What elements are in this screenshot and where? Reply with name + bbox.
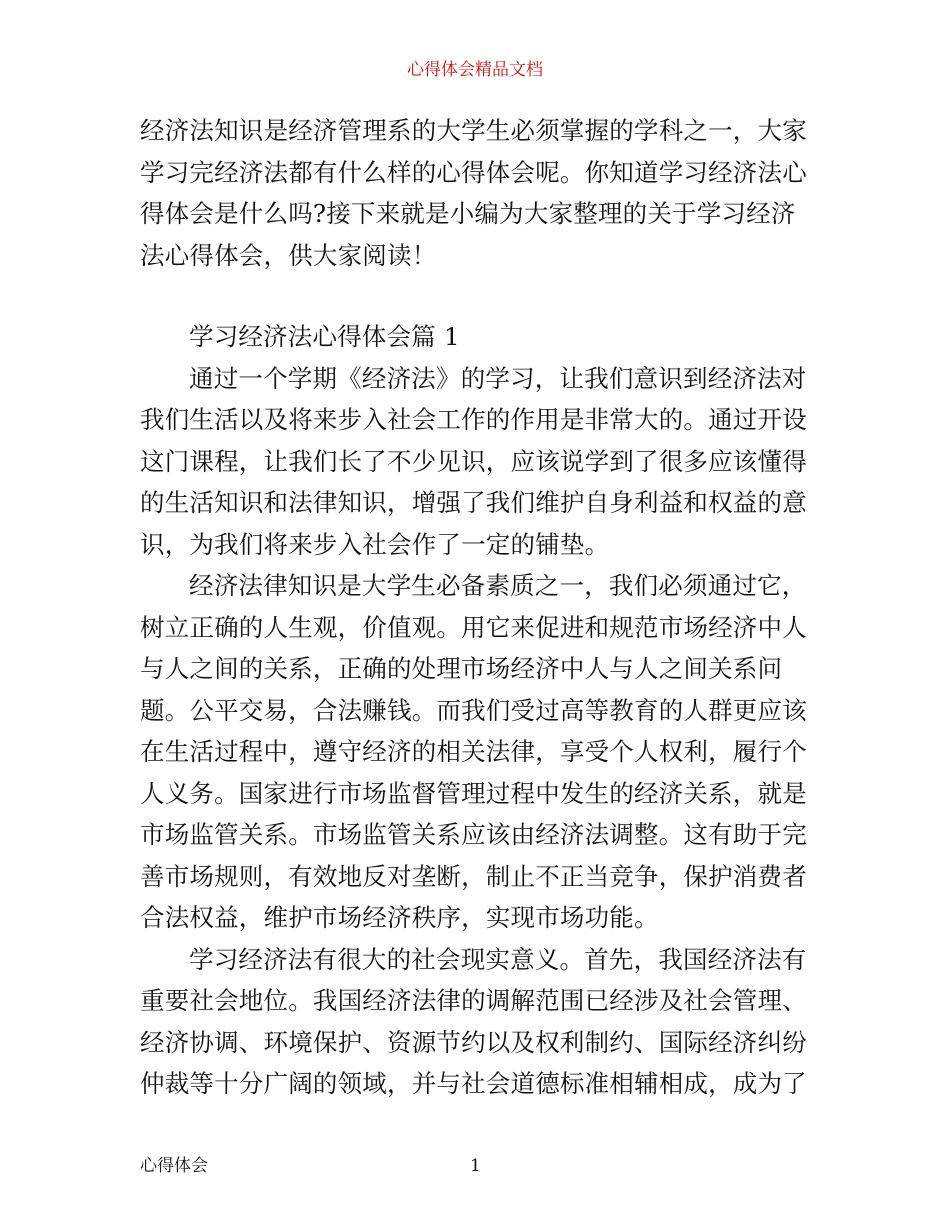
body-paragraph-3: 学习经济法有很大的社会现实意义。首先，我国经济法有重要社会地位。我国经济法律的调解范围已经涉及社会管理、经济协调、环境保护、资源节约以及权利制约、国际经济纠纷仲裁等十分广阔的领域，并与社会道德标准相辅相成，成为了 [140, 944, 807, 1098]
intro-paragraph: 经济法知识是经济管理系的大学生必须掌握的学科之一，大家学习完经济法都有什么样的心得体会呢。你知道学习经济法心得体会是什么吗?接下来就是小编为大家整理的关于学习经济法心得体会，供大家阅读！ [140, 116, 807, 270]
document-body [140, 110, 820, 1105]
body-paragraph-2: 经济法律知识是大学生必备素质之一，我们必须通过它，树立正确的人生观，价值观。用它来促进和规范市场经济中人与人之间的关系，正确的处理市场经济中人与人之间关系问题。公平交易，合法赚钱。而我们受过高等教育的人群更应该在生活过程中，遵守经济的相关法律，享受个人权利，履行个人义务。国家进行市场监督管理过程中发生的经济关系，就是市场监管关系。市场监管关系应该由经济法调整。这有助于完善市场规则，有效地反对垄断，制止不正当竞争，保护消费者合法权益，维护市场经济秩序，实现市场功能。 [140, 571, 807, 932]
page-number: 1 [470, 1156, 481, 1176]
section-title: 学习经济法心得体会篇 1 [189, 322, 460, 351]
footer-label: 心得体会 [140, 1156, 208, 1176]
section-spacer [140, 276, 820, 316]
page-header: 心得体会精品文档 [407, 60, 543, 80]
body-paragraph-1: 通过一个学期《经济法》的学习，让我们意识到经济法对我们生活以及将来步入社会工作的作用是非常大的。通过开设这门课程，让我们长了不少见识，应该说学到了很多应该懂得的生活知识和法律知识，增强了我们维护自身利益和权益的意识，为我们将来步入社会作了一定的铺垫。 [140, 363, 807, 559]
